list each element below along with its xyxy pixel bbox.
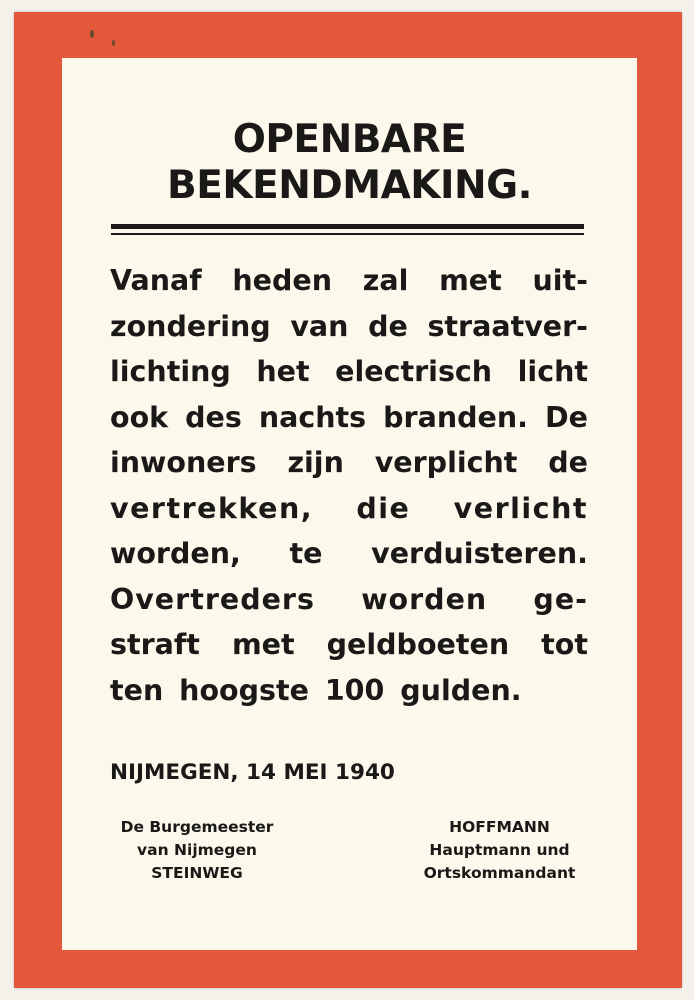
title-line-2: BEKENDMAKING. <box>167 163 532 208</box>
body-line: straft met geldboeten tot <box>110 628 588 661</box>
body-line: ten hoogste 100 gulden. <box>110 673 522 707</box>
signature-commandant <box>407 816 592 885</box>
signature-mayor-name: STEINWEG <box>151 864 243 882</box>
pin-hole-mark <box>112 40 115 46</box>
body-line: ook des nachts branden. De <box>110 400 588 434</box>
body-line: worden, te verduisteren. <box>110 537 588 570</box>
title-line-1: OPENBARE <box>232 117 467 162</box>
signature-mayor-line-2: van Nijmegen <box>137 841 257 859</box>
body-line: Overtreders worden ge- <box>110 582 588 616</box>
title-rule-thick <box>111 224 584 229</box>
signature-mayor-line-1: De Burgemeester <box>120 818 274 836</box>
signature-commandant-name: HOFFMANN <box>449 818 550 836</box>
body-line: vertrekken, die verlicht <box>110 491 588 525</box>
place-date: NIJMEGEN, 14 MEI 1940 <box>110 760 395 785</box>
body-line: zondering van de straatver- <box>110 309 588 343</box>
body-line: lichting het electrisch licht <box>110 355 588 388</box>
pin-hole-mark <box>90 30 94 38</box>
announcement-body <box>110 258 588 713</box>
signature-commandant-line-2: Hauptmann und <box>429 841 570 859</box>
poster-border <box>14 12 682 988</box>
title-rule-thin <box>111 233 584 235</box>
poster-paper <box>62 58 637 950</box>
body-line: inwoners zijn verplicht de <box>110 446 588 479</box>
body-line: Vanaf heden zal met uit- <box>110 264 588 297</box>
signature-commandant-line-3: Ortskommandant <box>423 864 576 882</box>
signature-mayor <box>106 816 288 885</box>
